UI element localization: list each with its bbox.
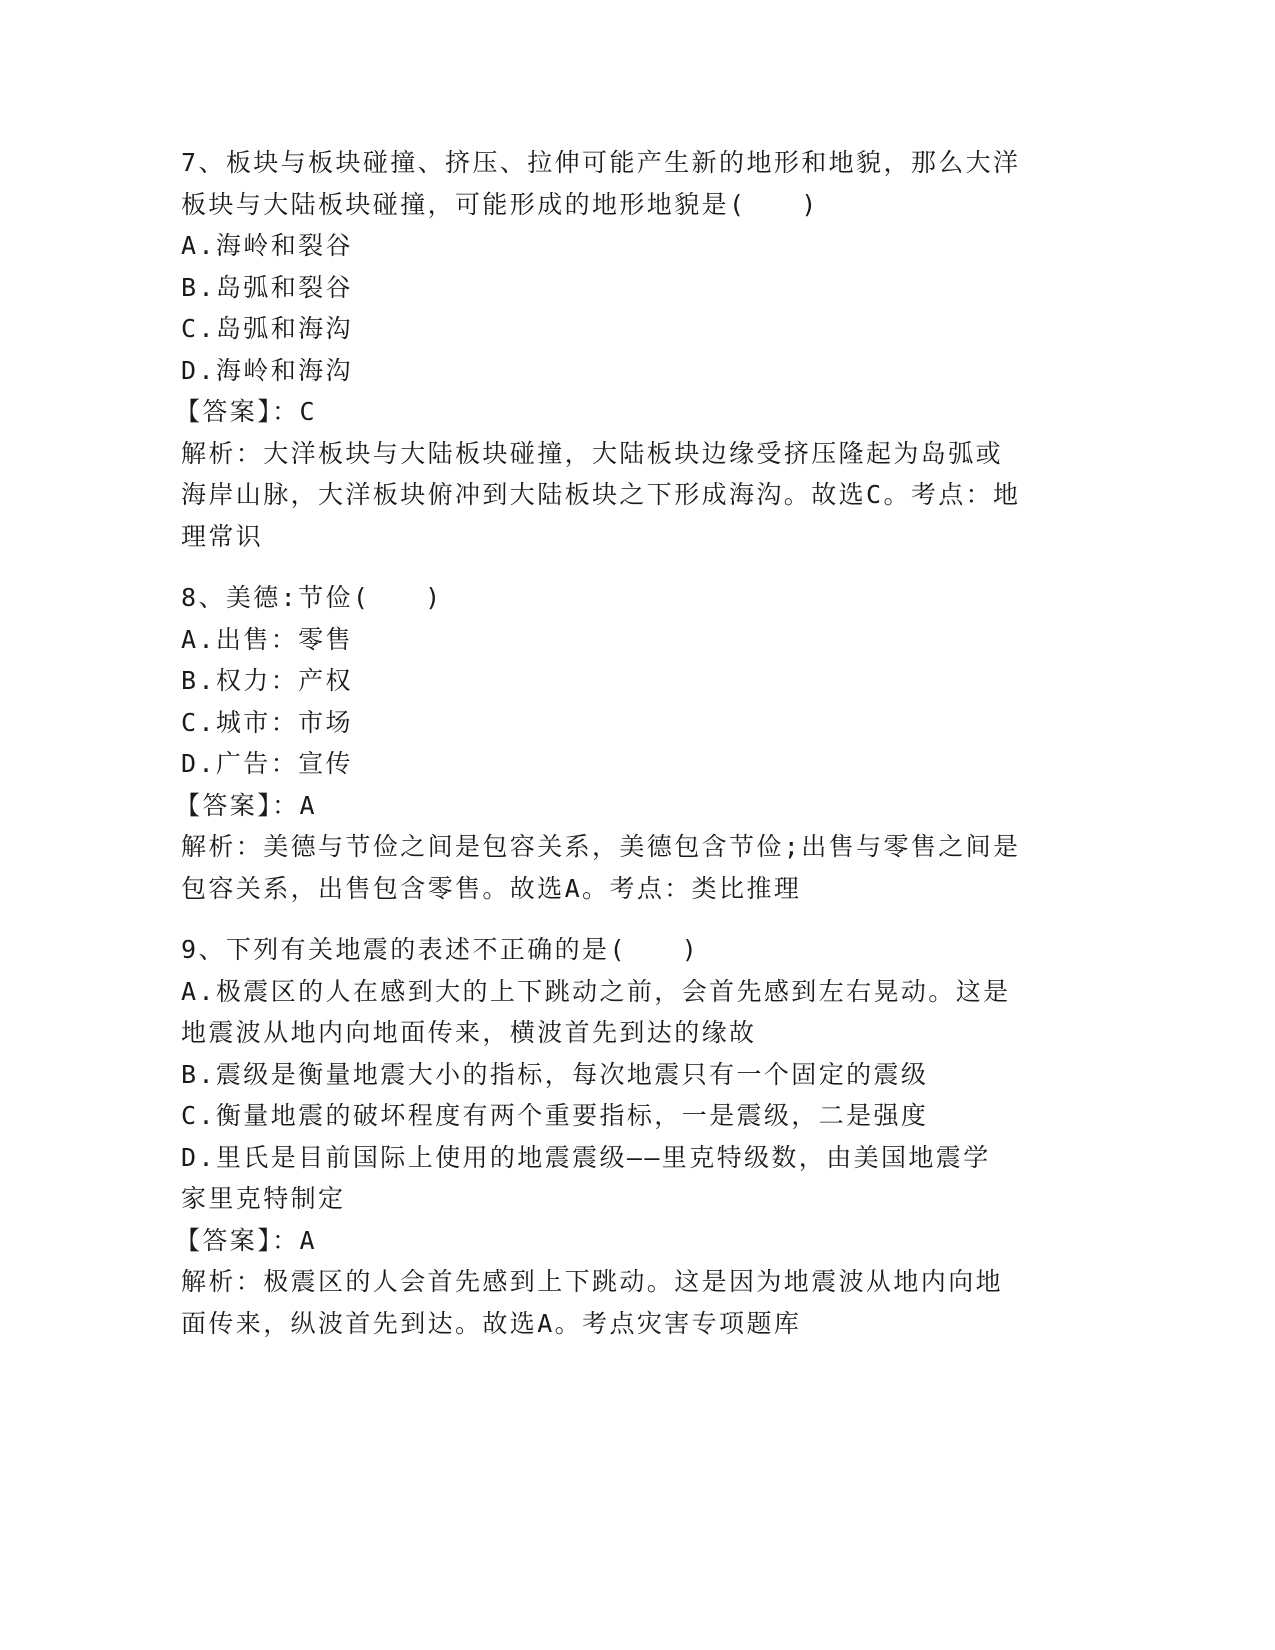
question-stem: 9、下列有关地震的表述不正确的是( ) xyxy=(181,935,700,964)
option-d: D.里氏是目前国际上使用的地震震级——里克特级数，由美国地震学 xyxy=(181,1142,991,1172)
option-c: C.岛弧和海沟 xyxy=(181,314,353,343)
question-stem: 7、板块与板块碰撞、挤压、拉伸可能产生新的地形和地貌，那么大洋 xyxy=(181,148,1021,177)
option-d: D.海岭和海沟 xyxy=(181,355,353,385)
option-c: C.衡量地震的破坏程度有两个重要指标，一是震级，二是强度 xyxy=(181,1101,929,1130)
option-a: A.海岭和裂谷 xyxy=(181,231,353,260)
option-a: A.极震区的人在感到大的上下跳动之前，会首先感到左右晃动。这是 xyxy=(181,976,1011,1006)
option-a: A.出售：零售 xyxy=(181,624,353,654)
question-8 xyxy=(175,577,1061,909)
analysis-text: 海岸山脉，大洋板块俯冲到大陆板块之下形成海沟。故选C。考点：地 xyxy=(181,480,1021,509)
option-d-continued: 家里克特制定 xyxy=(181,1184,346,1213)
analysis-text: 面传来，纵波首先到达。故选A。考点灾害专项题库 xyxy=(181,1308,802,1338)
option-a-continued: 地震波从地内向地面传来，横波首先到达的缘故 xyxy=(181,1018,757,1047)
option-d: D.广告：宣传 xyxy=(181,749,353,778)
analysis-text: 包容关系，出售包含零售。故选A。考点：类比推理 xyxy=(181,873,802,903)
option-b: B.岛弧和裂谷 xyxy=(181,272,353,302)
answer-label: 【答案】：C xyxy=(175,397,317,426)
question-stem: 8、美德:节俭( ) xyxy=(181,583,443,612)
question-9 xyxy=(175,929,1061,1344)
option-b: B.权力：产权 xyxy=(181,666,353,695)
question-7 xyxy=(175,142,1061,557)
analysis-text: 解析：大洋板块与大陆板块碰撞，大陆板块边缘受挤压隆起为岛弧或 xyxy=(181,438,1004,468)
document-page xyxy=(175,142,1061,1364)
analysis-text: 理常识 xyxy=(181,521,264,551)
answer-label: 【答案】：A xyxy=(175,1225,317,1255)
option-b: B.震级是衡量地震大小的指标，每次地震只有一个固定的震级 xyxy=(181,1059,929,1089)
question-stem: 板块与大陆板块碰撞，可能形成的地形地貌是( ) xyxy=(181,189,819,219)
option-c: C.城市：市场 xyxy=(181,707,353,737)
answer-label: 【答案】：A xyxy=(175,790,317,820)
analysis-text: 解析：美德与节俭之间是包容关系，美德包含节俭;出售与零售之间是 xyxy=(181,832,1021,861)
analysis-text: 解析：极震区的人会首先感到上下跳动。这是因为地震波从地内向地 xyxy=(181,1267,1004,1296)
